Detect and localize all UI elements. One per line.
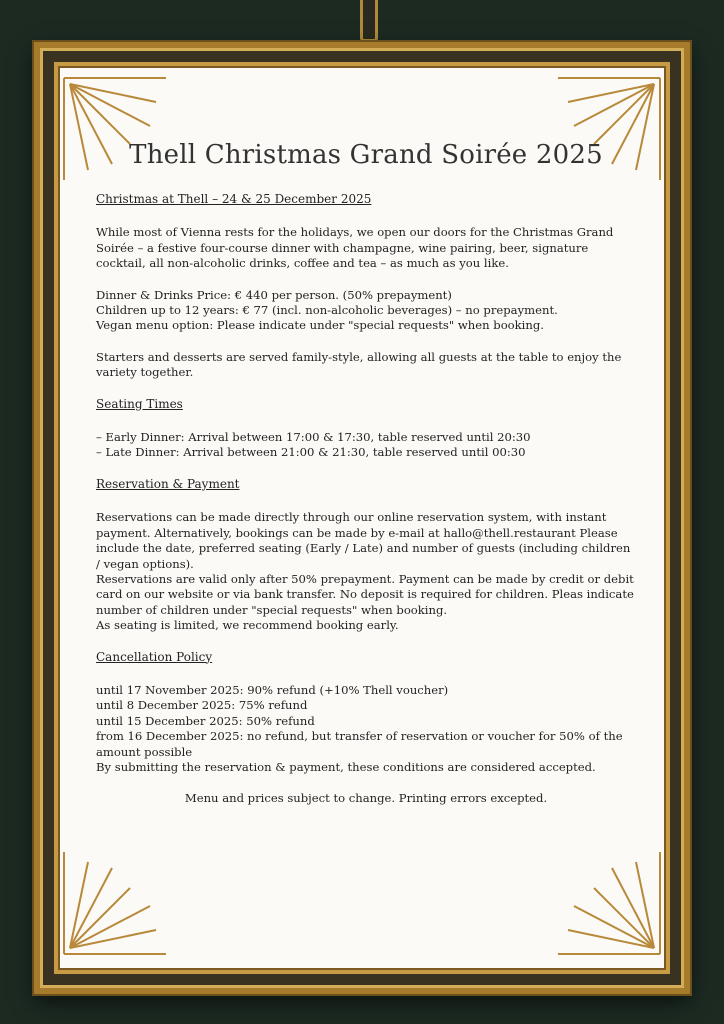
footer-note: Menu and prices subject to change. Printing errors excepted.: [184, 791, 548, 806]
reservation-text-3: As seating is limited, we recommend booking early.: [96, 618, 399, 633]
seating-heading: Seating Times: [96, 396, 183, 411]
price-children: Children up to 12 years: € 77 (incl. non-alcoholic beverages) – no prepayment.: [96, 303, 558, 318]
intro-heading: Christmas at Thell – 24 & 25 December 2025: [96, 192, 372, 206]
menu-content: [96, 140, 636, 807]
reservation-heading: Reservation & Payment: [96, 476, 240, 491]
cancellation-item: until 15 December 2025: 50% refund: [96, 713, 315, 728]
cancellation-acceptance: By submitting the reservation & payment, these conditions are considered accepted.: [96, 759, 596, 774]
price-adult: Dinner & Drinks Price: € 440 per person. (50% prepayment): [96, 287, 452, 302]
reservation-text-2: Reservations are valid only after 50% prepayment. Payment can be made by credit or debit card on our website or via bank transfer. No deposit is required for children. Pleas indicate number of children under "special requests" when booking.: [96, 571, 634, 617]
page-title: Thell Christmas Grand Soirée 2025: [129, 140, 603, 170]
menu-paper: [52, 64, 672, 968]
hanging-hook: [360, 0, 378, 42]
art-deco-corner-icon: [554, 848, 664, 958]
seating-list: [96, 430, 636, 461]
intro-text: While most of Vienna rests for the holidays, we open our doors for the Christmas Grand Soirée – a festive four-course dinner with champagne, wine pairing, beer, signature cocktail, all non-alcoholic drinks, coffee and tea – as much as you like.: [96, 225, 614, 271]
family-style-text: Starters and desserts are served family-style, allowing all guests at the table to enjoy the variety together.: [96, 349, 622, 380]
pricing-block: [96, 288, 636, 334]
seating-late: – Late Dinner: Arrival between 21:00 & 21:30, table reserved until 00:30: [96, 445, 526, 460]
reservation-text-1: Reservations can be made directly through our online reservation system, with instant payment. Alternatively, bookings can be made by e-mail at hallo@thell.restaurant Please include the date, preferred seating (Early / Late) and number of guests (including children / vegan options).: [96, 510, 631, 571]
vegan-option: Vegan menu option: Please indicate under "special requests" when booking.: [96, 318, 544, 333]
cancellation-item: until 8 December 2025: 75% refund: [96, 698, 308, 713]
cancellation-item: until 17 November 2025: 90% refund (+10% Thell voucher): [96, 682, 449, 697]
seating-early: – Early Dinner: Arrival between 17:00 & 17:30, table reserved until 20:30: [96, 430, 531, 445]
reservation-block: [96, 510, 636, 633]
cancellation-heading: Cancellation Policy: [96, 649, 213, 664]
cancellation-item: from 16 December 2025: no refund, but transfer of reservation or voucher for 50% of the amount possible: [96, 729, 623, 759]
cancellation-block: [96, 683, 636, 775]
art-deco-corner-icon: [60, 848, 170, 958]
